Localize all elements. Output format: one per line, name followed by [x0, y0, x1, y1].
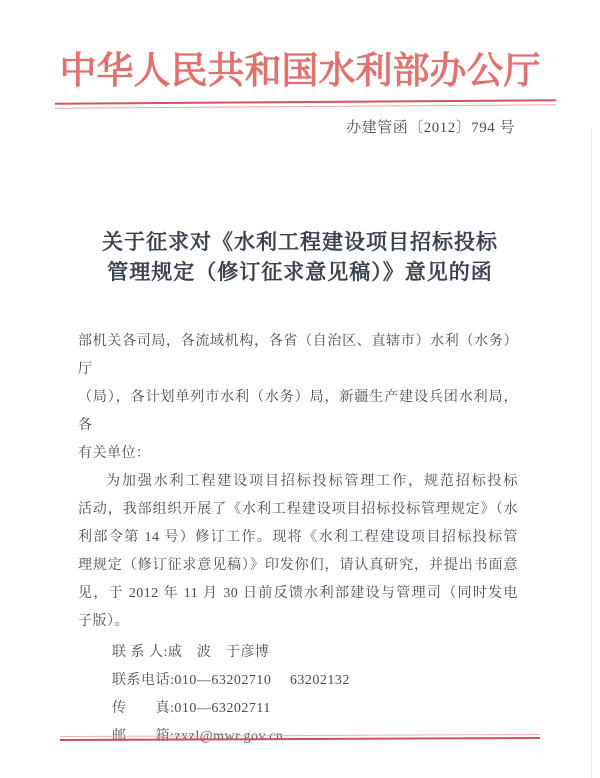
- letterhead-title: 中华人民共和国水利部办公厅: [59, 51, 541, 92]
- contact-line: 邮 箱:zxzl@mwr.gov.cn: [112, 729, 284, 744]
- contact-line: 联 系 人:戚 波 于彦博: [112, 645, 270, 660]
- body-line: 部机关各司局，各流域机构，各省（自治区、直辖市）水利（水务）厅: [78, 334, 518, 377]
- body-line: 为加强水利工程建设项目招标投标管理工作，规范招标投标: [106, 474, 518, 489]
- body-line: 活动，我部组织开展了《水利工程建设项目招标投标管理规定》（水: [78, 502, 518, 517]
- body-line: 子版）。: [78, 614, 129, 629]
- body-line: 利部令第 14 号）修订工作。现将《水利工程建设项目招标投标管: [78, 530, 518, 545]
- document-title-line-2: 管理规定（修订征求意见稿）》意见的函: [107, 260, 493, 284]
- document-title-line-1: 关于征求对《水利工程建设项目招标投标: [102, 230, 498, 254]
- body-line: （局），各计划单列市水利（水务）局，新疆生产建设兵团水利局，各: [78, 390, 518, 433]
- body-line: 见，于 2012 年 11 月 30 日前反馈水利部建设与管理司（同时发电: [78, 586, 518, 601]
- letter-body: [78, 328, 518, 751]
- contact-line: 联系电话:010—63202710 63202132: [112, 673, 350, 688]
- body-line: 有关单位：: [78, 446, 151, 461]
- body-paragraphs: [78, 328, 518, 636]
- document-number: 办建管函〔2012〕794 号: [346, 120, 515, 136]
- document-title: [0, 227, 600, 287]
- scan-edge-artifact: [591, 128, 592, 778]
- contact-line: 传 真:010—63202711: [112, 701, 271, 716]
- body-line: 理规定（修订征求意见稿）》印发你们，请认真研究，并提出书面意: [78, 558, 518, 573]
- header-double-rule: [55, 99, 556, 108]
